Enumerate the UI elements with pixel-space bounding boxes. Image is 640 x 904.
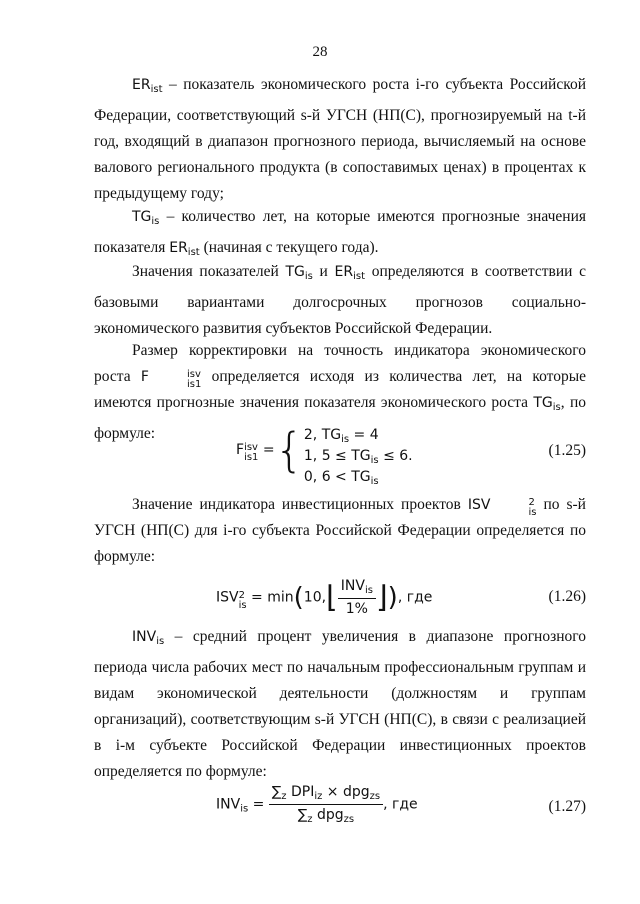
case-row: 0, $6 < TG_{is}$ — [303, 469, 379, 487]
page-number: 28 — [312, 44, 328, 60]
equation-number-1-26: (1.26) — [548, 588, 586, 605]
equation-number-1-27: (1.27) — [548, 798, 586, 815]
paragraph-adjustment-size: Размер корректировки на точность индикатора экономического роста F isv is1 определяется исходя из количества лет, на которые имеются прогнозные значения показателя экономического роста $TG_{is}$, по формуле: — [94, 342, 586, 442]
formula-1-27: $INV_{is}$ = $\frac{\sum_z DPI_{iz} \times dpg_{zs}}{\sum_z dpg_{zs}}$ , где — [216, 784, 418, 825]
left-paren: ( — [293, 582, 304, 613]
paragraph-investment-indicator: Значение индикатора инвестиционных проектов ISV 2 is по s-й УГСН (НП(С) для i-го субъекта Российской Федерации определяется по формуле: — [94, 496, 586, 565]
formula-cases — [304, 427, 413, 490]
case-row: 2, $TG_{is} = 4$ — [303, 427, 379, 445]
formula-1-26: ISV 2 is = min(10,⌊ $\frac{INV_{is}}{1\%}$ ⌋), где — [216, 578, 433, 617]
left-floor: ⌊ — [326, 580, 338, 615]
right-paren: ) — [387, 582, 398, 613]
case-row: 1, $5 \le TG_{is} \le 6$. — [303, 448, 413, 466]
definition-inv-is: $INV_{is}$ – средний процент увеличения в диапазоне прогнозного периода числа рабочих мест по начальным профессиональным группам и видам экономической деятельности (должностям и группам организаций), соответствующим s-й УГСН (НП(С), в связи с реализацией в i-м субъекте Российской Федерации инвестиционных проектов определяется по формуле: — [94, 628, 586, 780]
paragraph-indicator-values: Значения показателей $TG_{is}$ и $ER_{ist}$ определяются в соответствии с базовыми вариантами долгосрочных прогнозов социально-экономического развития субъектов Российской Федерации. — [94, 263, 587, 337]
definition-er-ist: $ER_{ist}$ – показатель экономического роста i-го субъекта Российской Федерации, соответствующий s-й УГСН (НП(С), прогнозируемый на t-й год, входящий в диапазон прогнозного периода, вычисляемый на основе валового регионального продукта (в сопоставимых ценах) в процентах к предыдущему году; — [94, 76, 586, 202]
right-floor: ⌋ — [375, 580, 388, 615]
equation-number-1-25: (1.25) — [548, 442, 586, 459]
fraction: $\frac{\sum_z DPI_{iz} \times dpg_{zs}}{\sum_z dpg_{zs}}$ — [269, 784, 383, 825]
definition-tg-is: $TG_{is}$ – количество лет, на которые имеются прогнозные значения показателя $ER_{ist}$ (начиная с текущего года). — [94, 208, 586, 258]
formula-1-25: F isv is1 ={ 2, $TG_{is} = 4$ 1, $5 \le TG_{is} \le 6$. 0, $6 < TG_{is}$ — [236, 427, 413, 490]
left-brace: { — [274, 423, 304, 477]
fraction: $\frac{INV_{is}}{1\%}$ — [338, 578, 376, 617]
